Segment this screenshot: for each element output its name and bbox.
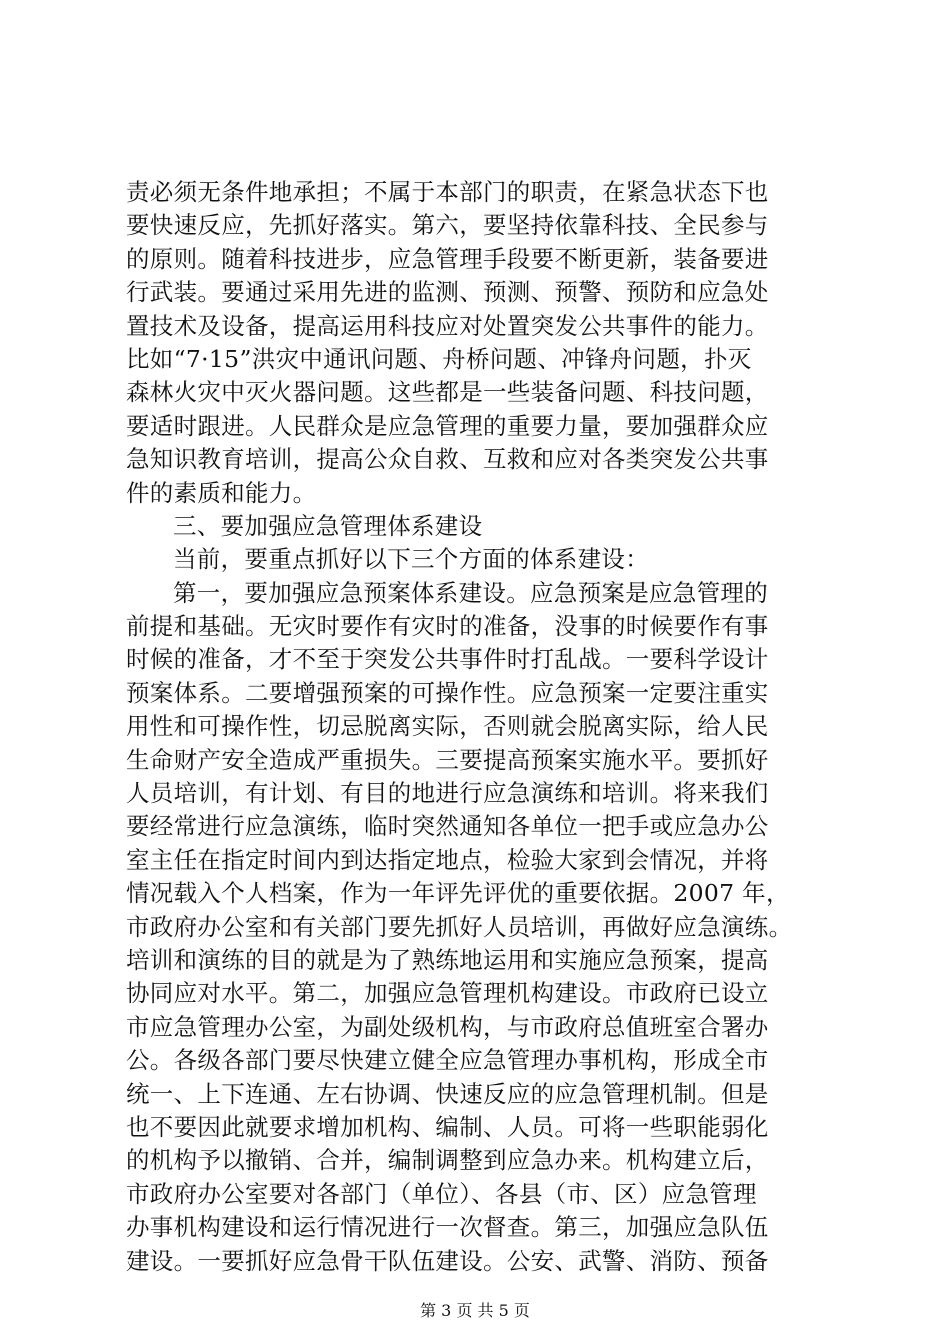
text-line: 生命财产安全造成严重损失。三要提高预案实施水平。要抓好	[126, 745, 769, 774]
text-line: 责必须无条件地承担；不属于本部门的职责，在紧急状态下也	[126, 178, 769, 206]
text-line: 统一、上下连通、左右协调、快速反应的应急管理机制。但是	[126, 1079, 769, 1108]
text-line: 时候的准备，才不至于突发公共事件时打乱战。一要科学设计	[126, 645, 769, 674]
text-line: 置技术及设备，提高运用科技应对处置突发公共事件的能力。	[126, 311, 769, 340]
text-line: 当前，要重点抓好以下三个方面的体系建设：	[173, 545, 649, 574]
text-line: 森林火灾中灭火器问题。这些都是一些装备问题、科技问题，	[126, 378, 769, 407]
text-line: 用性和可操作性，切忌脱离实际，否则就会脱离实际，给人民	[126, 712, 769, 741]
text-line: 市应急管理办公室，为副处级机构，与市政府总值班室合署办	[126, 1012, 769, 1041]
text-line: 也不要因此就要求增加机构、编制、人员。可将一些职能弱化	[126, 1112, 769, 1141]
text-line: 前提和基础。无灾时要作有灾时的准备，没事的时候要作有事	[126, 612, 769, 641]
text-line: 建设。一要抓好应急骨干队伍建设。公安、武警、消防、预备	[126, 1246, 769, 1275]
text-line: 要经常进行应急演练，临时突然通知各单位一把手或应急办公	[126, 812, 769, 841]
text-line: 人员培训，有计划、有目的地进行应急演练和培训。将来我们	[126, 779, 769, 808]
text-line: 公。各级各部门要尽快建立健全应急管理办事机构，形成全市	[126, 1046, 769, 1075]
text-line: 培训和演练的目的就是为了熟练地运用和实施应急预案，提高	[126, 945, 769, 974]
text-line: 室主任在指定时间内到达指定地点，检验大家到会情况，并将	[126, 845, 769, 874]
text-line: 市政府办公室要对各部门（单位）、各县（市、区）应急管理	[126, 1179, 757, 1208]
text-line: 市政府办公室和有关部门要先抓好人员培训，再做好应急演练。	[126, 912, 793, 941]
text-line: 第一，要加强应急预案体系建设。应急预案是应急管理的	[173, 578, 768, 607]
text-line: 要适时跟进。人民群众是应急管理的重要力量，要加强群众应	[126, 411, 769, 440]
text-line: 协同应对水平。第二，加强应急管理机构建设。市政府已设立	[126, 979, 769, 1008]
text-line: 要快速反应，先抓好落实。第六，要坚持依靠科技、全民参与	[126, 211, 769, 240]
body-text	[126, 176, 838, 1278]
text-line: 办事机构建设和运行情况进行一次督查。第三，加强应急队伍	[126, 1213, 769, 1242]
text-line: 的原则。随着科技进步，应急管理手段要不断更新，装备要进	[126, 244, 769, 273]
text-line: 行武装。要通过采用先进的监测、预测、预警、预防和应急处	[126, 278, 769, 307]
text-line: 预案体系。二要增强预案的可操作性。应急预案一定要注重实	[126, 678, 769, 707]
page-footer: 第 3 页 共 5 页	[420, 1301, 530, 1320]
section-heading: 三、要加强应急管理体系建设	[173, 511, 483, 540]
text-line: 件的素质和能力。	[126, 478, 317, 507]
text-line: 急知识教育培训，提高公众自救、互救和应对各类突发公共事	[126, 445, 769, 474]
text-line: 情况载入个人档案，作为一年评先评优的重要依据。2007 年，	[126, 879, 790, 908]
text-line: 的机构予以撤销、合并，编制调整到应急办来。机构建立后，	[126, 1146, 769, 1175]
text-line: 比如“7·15”洪灾中通讯问题、舟桥问题、冲锋舟问题，扑灭	[126, 344, 752, 373]
